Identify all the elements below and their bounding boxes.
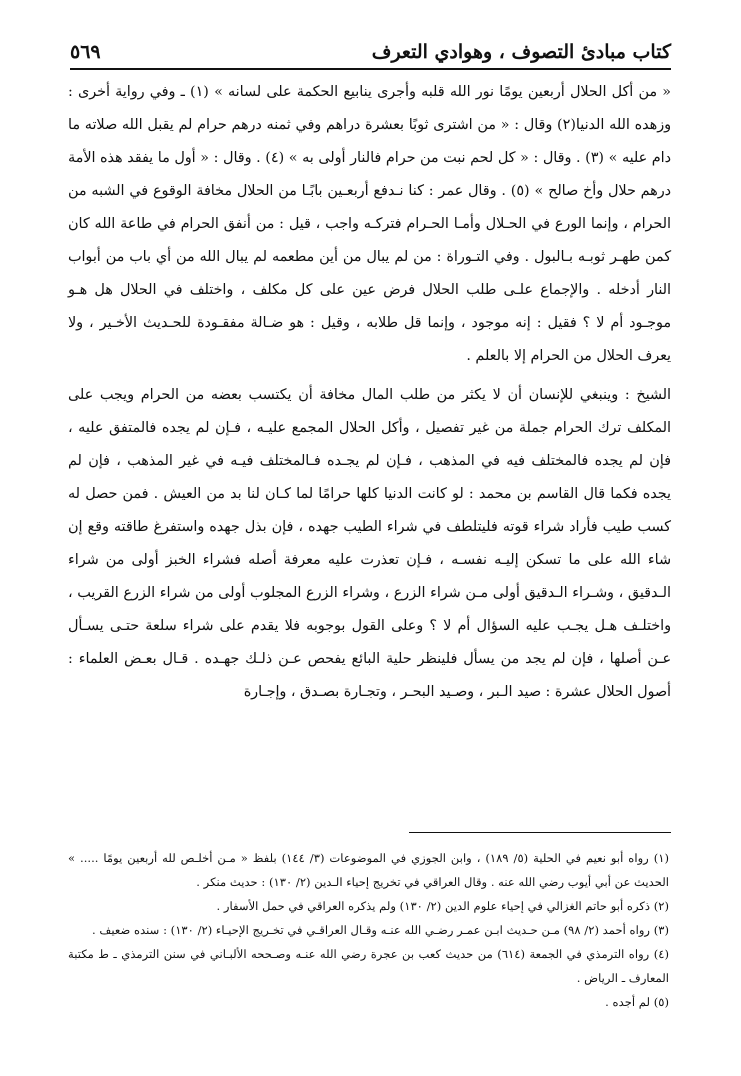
footnote-5: (٥) لم أجده . <box>605 995 669 1009</box>
page-header <box>70 24 671 70</box>
footnote-4: (٤) رواه الترمذي في الجمعة (٦١٤) من حديث كعب بن عجرة رضي الله عنـه وصـححه الألبـاني في سنن الترمذي ـ ط مكتبة المعارف ـ الرياض . <box>68 947 669 985</box>
page-number: ٥٦٩ <box>70 41 101 63</box>
footnote-separator <box>409 832 671 833</box>
paragraph-2: الشيخ : وينبغي للإنسان أن لا يكثر من طلب المال مخافة أن يكتسب بعضه من الحرام ويجب على المكلف ترك الحرام جملة من غير تفصيل ، وأكل الحلال المجمع عليـه ، فـإن لم يجده فالمتفق عليه ، فإن لم يجده فالمختلف فيه في المذهب ، فـإن لم يجـده فـالمختلف فيـه في غير المذهب ، فإن لم يجده فكما قال القاسم بن محمد : لو كانت الدنيا كلها حرامًا لما كـان لنا بد من العيش . فمن حصل له كسب طيب فأراد شراء قوته فليتلطف في شراء الطيب جهده ، فإن بذل جهده واستفرغ طاقته وقع إن شاء الله على ما تسكن إليـه نفسـه ، فـإن تعذرت عليه معرفة أصله فشراء الخبز أولى من شراء الـدقيق ، وشـراء الـدقيق أولى مـن شراء الزرع ، وشراء الزرع المجلوب أولى من شراء الزرع القريب ، واختلـف هـل يجـب عليه السؤال أم لا ؟ وعلى القول بوجوبه فلا يقدم على شراء سلعة حتـى يسـأل عـن أصلها ، فإن لم يجد من يسأل فلينظر حلية البائع يفحص عـن ذلـك جهـده . قـال بعـض العلماء : أصول الحلال عشرة : صيد الـبر ، وصـيد البحـر ، وتجـارة بصـدق ، وإجـارة <box>68 387 672 700</box>
footnote-3: (٣) رواه أحمد (٢/ ٩٨) مـن حـديث ابـن عمـر رضـي الله عنـه وقـال العراقـي في تخـريج الإحيـاء (٢/ ١٣٠) : سنده ضعيف . <box>92 923 669 937</box>
footnote-1: (١) رواه أبو نعيم في الحلية (٥/ ١٨٩) ، وابن الجوزي في الموضوعات (٣/ ١٤٤) بلفظ « مـن أخلـص لله أربعين يومًا ..... » الحديث عن أبي أيوب رضي الله عنه . وقال العراقي في تخريج إحياء الـدين (٢/ ١٣٠) : حديث منكر . <box>68 851 669 889</box>
running-title: كتاب مبادئ التصوف ، وهوادي التعرف <box>371 41 671 63</box>
footnotes <box>68 846 669 1014</box>
paragraph-1: « من أكل الحلال أربعين يومًا نور الله قلبه وأجرى ينابيع الحكمة على لسانه » (١) ـ وفي رواية أخرى : وزهده الله الدنيا(٢) وقال : « من اشترى ثوبًا بعشرة دراهم وفي ثمنه درهم حرام لم يقبل الله صلاته ما دام عليه » (٣) . وقال : « كل لحم نبت من حرام فالنار أولى به » (٤) . وقال : « أول ما يفقد هذه الأمة درهم حلال وأخ صالح » (٥) . وقال عمر : كنا نـدفع أربعـين بابًـا من الحلال مخافة الوقوع في الشبه من الحرام ، وإنما الورع في الحـلال وأمـا الحـرام فتركـه واجب ، قيل : من أنفق الحرام في طاعة الله كان كمن طهـر ثوبـه بـالبول . وفي التـوراة : من لم يبال من أين مطعمه لم يبال الله من أي باب من أبواب النار أدخله . والإجماع علـى طلب الحلال فرض عين على كل مكلف ، واختلف في الحلال هل هـو موجـود أم لا ؟ فقيل : إنه موجود ، وإنما قل طلابه ، وقيل : هو ضـالة مفقـودة للحـديث الأخـير ، ولا يعرف الحلال من الحرام إلا بالعلم . <box>68 84 671 364</box>
main-text <box>68 76 671 709</box>
footnote-2: (٢) ذكره أبو حاتم الغزالي في إحياء علوم الدين (٢/ ١٣٠) ولم يذكره العراقي في حمل الأسفار . <box>216 899 669 913</box>
